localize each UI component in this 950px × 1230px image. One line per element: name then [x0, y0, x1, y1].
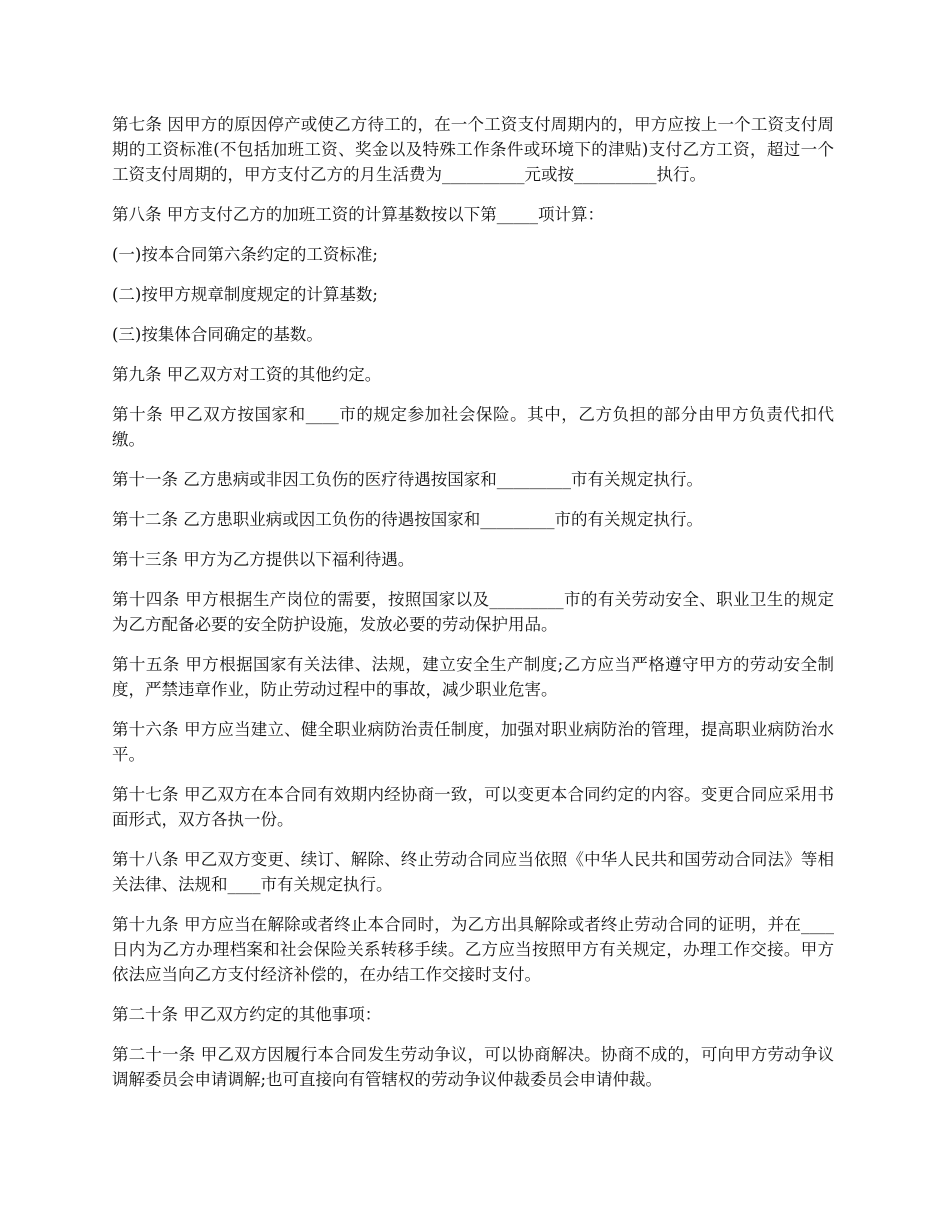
article-9: 第九条 甲乙双方对工资的其他约定。 — [112, 365, 382, 384]
article-14: 第十四条 甲方根据生产岗位的需要，按照国家以及_________市的有关劳动安全、职业卫生的规定为乙方配备必要的安全防护设施，发放必要的劳动保护用品。 — [112, 590, 834, 634]
article-20: 第二十条 甲乙双方约定的其他事项： — [112, 1005, 382, 1024]
article-19: 第十九条 甲方应当在解除或者终止本合同时，为乙方出具解除或者终止劳动合同的证明，并在____日内为乙方办理档案和社会保险关系转移手续。乙方应当按照甲方有关规定，办理工作交接。甲方依法应当向乙方支付经济补偿的，在办结工作交接时支付。 — [112, 915, 834, 984]
article-7: 第七条 因甲方的原因停产或使乙方待工的，在一个工资支付周期内的，甲方应按上一个工资支付周期的工资标准(不包括加班工资、奖金以及特殊工作条件或环境下的津贴)支付乙方工资，超过一个工资支付周期的，甲方支付乙方的月生活费为__________元或按__________执行。 — [112, 115, 834, 184]
article-12: 第十二条 乙方患职业病或因工负伤的待遇按国家和_________市的有关规定执行。 — [112, 510, 703, 529]
article-10: 第十条 甲乙双方按国家和____市的规定参加社会保险。其中，乙方负担的部分由甲方负责代扣代缴。 — [112, 405, 834, 449]
document-body — [112, 112, 834, 1107]
article-8-option-2: (二)按甲方规章制度规定的计算基数; — [112, 285, 378, 304]
article-11: 第十一条 乙方患病或非因工负伤的医疗待遇按国家和_________市有关规定执行。 — [112, 470, 703, 489]
article-16: 第十六条 甲方应当建立、健全职业病防治责任制度，加强对职业病防治的管理，提高职业病防治水平。 — [112, 720, 834, 764]
article-21: 第二十一条 甲乙双方因履行本合同发生劳动争议，可以协商解决。协商不成的，可向甲方劳动争议调解委员会申请调解;也可直接向有管辖权的劳动争议仲裁委员会申请仲裁。 — [112, 1045, 834, 1089]
article-13: 第十三条 甲方为乙方提供以下福利待遇。 — [112, 550, 415, 569]
article-15: 第十五条 甲方根据国家有关法律、法规，建立安全生产制度;乙方应当严格遵守甲方的劳动安全制度，严禁违章作业，防止劳动过程中的事故，减少职业危害。 — [112, 655, 834, 699]
article-8: 第八条 甲方支付乙方的加班工资的计算基数按以下第_____项计算： — [112, 205, 604, 224]
article-17: 第十七条 甲乙双方在本合同有效期内经协商一致，可以变更本合同约定的内容。变更合同应采用书面形式，双方各执一份。 — [112, 785, 834, 829]
article-8-option-1: (一)按本合同第六条约定的工资标准; — [112, 245, 378, 264]
article-18: 第十八条 甲乙双方变更、续订、解除、终止劳动合同应当依照《中华人民共和国劳动合同法》等相关法律、法规和____市有关规定执行。 — [112, 850, 834, 894]
article-8-option-3: (三)按集体合同确定的基数。 — [112, 325, 323, 344]
